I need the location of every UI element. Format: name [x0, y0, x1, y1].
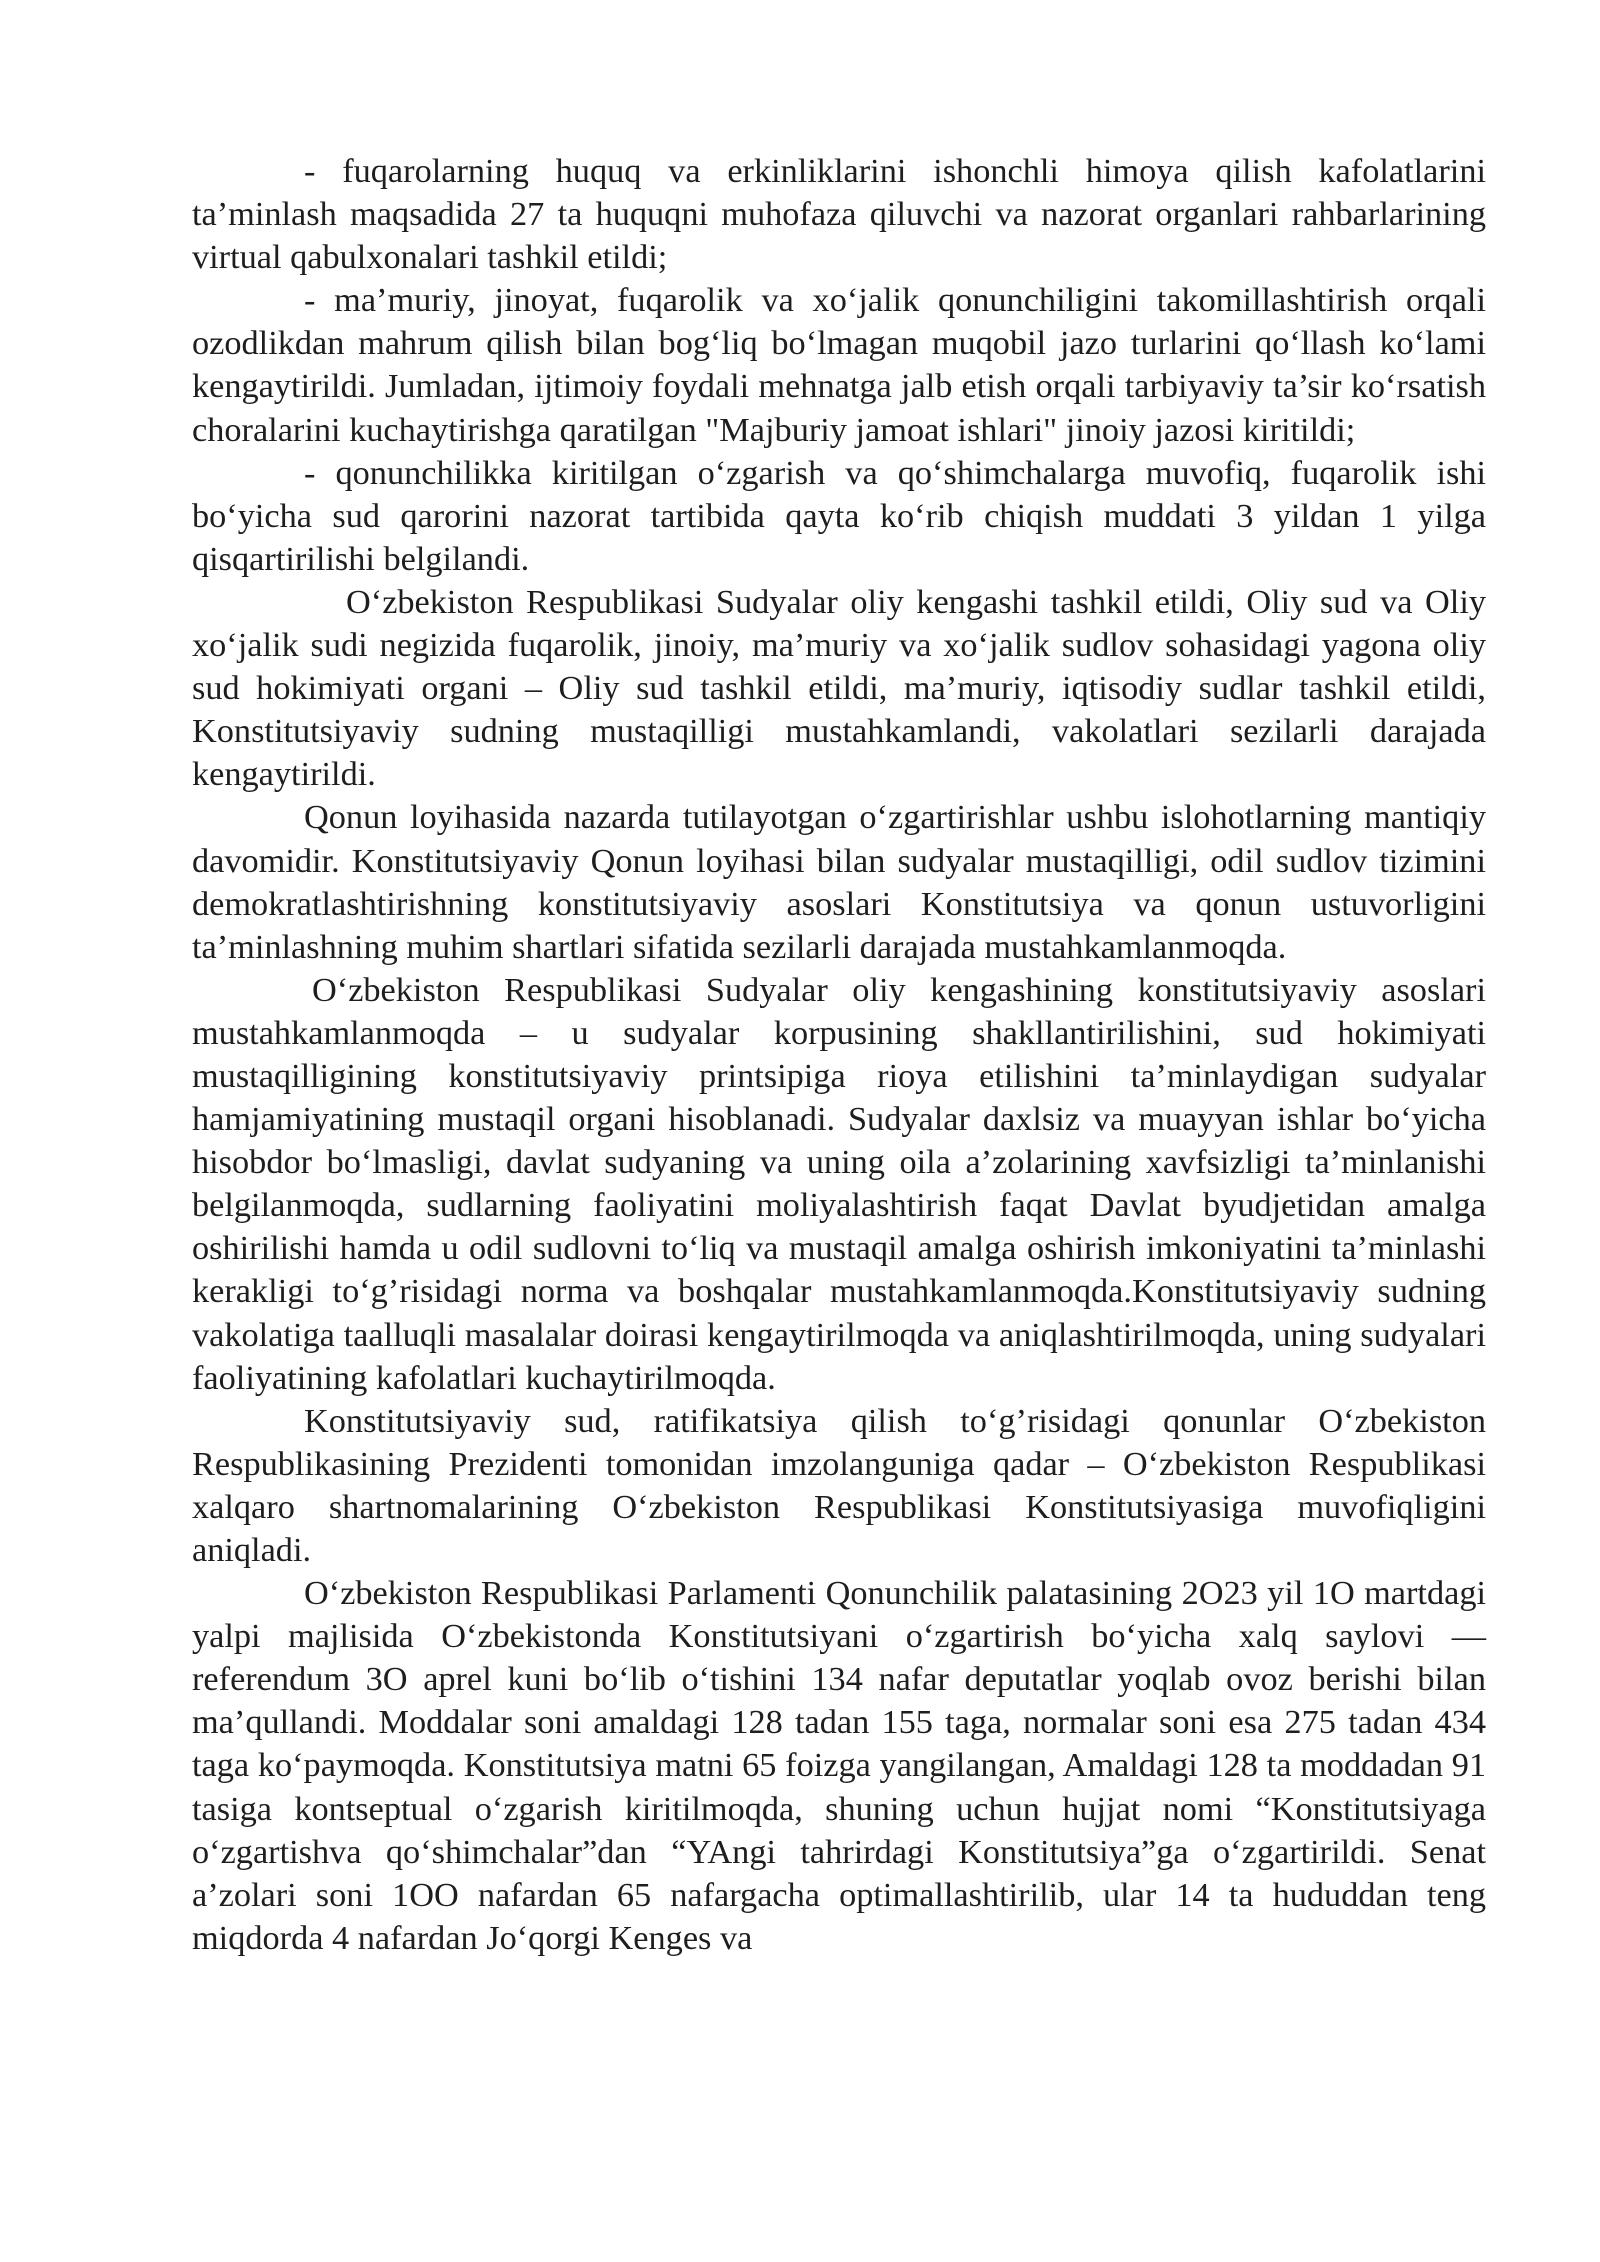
paragraph-constitutional-court: Konstitutsiyaviy sud, ratifikatsiya qilish to‘g’risidagi qonunlar O‘zbekiston Respublikasining Prezidenti tomonidan imzolanguniga qadar – O‘zbekiston Respublikasi xalqaro shartnomalarining O‘zbekiston Respublikasi Konstitutsiyasiga muvofiqligini aniqladi.	[192, 1401, 1486, 1569]
paragraph-referendum-approval: O‘zbekiston Respublikasi Parlamenti Qonunchilik palatasining 2O23 yil 1O martdagi yalpi majlisida O‘zbekistonda Konstitutsiyani o‘zgartirish bo‘yicha xalq saylovi — referendum 3O aprel kuni bo‘lib o‘tishini 134 nafar deputatlar yoqlab ovoz berishi bilan ma’qullandi. Moddalar soni amaldagi 128 tadan 155 taga, normalar soni esa 275 tadan 434 taga ko‘paymoqda. Konstitutsiya matni 65 foizga yangilangan, Amaldagi 128 ta moddadan 91 tasiga kontseptual o‘zgarish kiritilmoqda, shuning uchun hujjat nomi “Konstitutsiyaga o‘zgartishva qo‘shimchalar”dan “YAngi tahrirdagi Konstitutsiya”ga o‘zgartirildi. Senat a’zolari soni 1OO nafardan 65 nafargacha optimallashtirilib, ular 14 ta hududdan teng miqdorda 4 nafardan Jo‘qorgi Kenges va	[192, 1574, 1486, 1957]
paragraph-supervisory-review-term: - qonunchilikka kiritilgan o‘zgarish va qo‘shimchalarga muvofiq, fuqarolik ishi bo‘yicha sud qarorini nazorat tartibida qayta ko‘rib chiqish muddati 3 yildan 1 yilga qisqartirilishi belgilandi.	[192, 453, 1486, 578]
paragraph-supreme-judicial-council: O‘zbekiston Respublikasi Sudyalar oliy kengashi tashkil etildi, Oliy sud va Oliy xo‘jalik sudi negizida fuqarolik, jinoiy, ma’muriy va xo‘jalik sudlov sohasidagi yagona oliy sud hokimiyati organi – Oliy sud tashkil etildi, ma’muriy, iqtisodiy sudlar tashkil etildi, Konstitutsiyaviy sudning mustaqilligi mustahkamlandi, vakolatlari sezilarli darajada kengaytirildi.	[192, 582, 1486, 794]
paragraph-virtual-reception: - fuqarolarning huquq va erkinliklarini ishonchli himoya qilish kafolatlarini ta’minlash maqsadida 27 ta huquqni muhofaza qiluvchi va nazorat organlari rahbarlarining virtual qabulxonalari tashkil etildi;	[192, 152, 1486, 277]
document-body	[192, 150, 1486, 1960]
paragraph-draft-law-continuation: Qonun loyihasida nazarda tutilayotgan o‘zgartirishlar ushbu islohotlarning mantiqiy davomidir. Konstitutsiyaviy Qonun loyihasi bilan sudyalar mustaqilligi, odil sudlov tizimini demokratlashtirishning konstitutsiyaviy asoslari Konstitutsiya va qonun ustuvorligini ta’minlashning muhim shartlari sifatida sezilarli darajada mustahkamlanmoqda.	[192, 798, 1486, 966]
paragraph-alternative-punishments: - ma’muriy, jinoyat, fuqarolik va xo‘jalik qonunchiligini takomillashtirish orqali ozodlikdan mahrum qilish bilan bog‘liq bo‘lmagan muqobil jazo turlarini qo‘llash ko‘lami kengaytirildi. Jumladan, ijtimoiy foydali mehnatga jalb etish orqali tarbiyaviy ta’sir ko‘rsatish choralarini kuchaytirishga qaratilgan "Majburiy jamoat ishlari" jinoiy jazosi kiritildi;	[192, 281, 1486, 449]
paragraph-judicial-independence: O‘zbekiston Respublikasi Sudyalar oliy kengashining konstitutsiyaviy asoslari mustahkamlanmoqda – u sudyalar korpusining shakllantirilishini, sud hokimiyati mustaqilligining konstitutsiyaviy printsipiga rioya etilishini ta’minlaydigan sudyalar hamjamiyatining mustaqil organi hisoblanadi. Sudyalar daxlsiz va muayyan ishlar bo‘yicha hisobdor bo‘lmasligi, davlat sudyaning va uning oila a’zolarining xavfsizligi ta’minlanishi belgilanmoqda, sudlarning faoliyatini moliyalashtirish faqat Davlat byudjetidan amalga oshirilishi hamda u odil sudlovni to‘liq va mustaqil amalga oshirish imkoniyatini ta’minlashi kerakligi to‘g’risidagi norma va boshqalar mustahkamlanmoqda.Konstitutsiyaviy sudning vakolatiga taalluqli masalalar doirasi kengaytirilmoqda va aniqlashtirilmoqda, uning sudyalari faoliyatining kafolatlari kuchaytirilmoqda.	[192, 970, 1486, 1397]
